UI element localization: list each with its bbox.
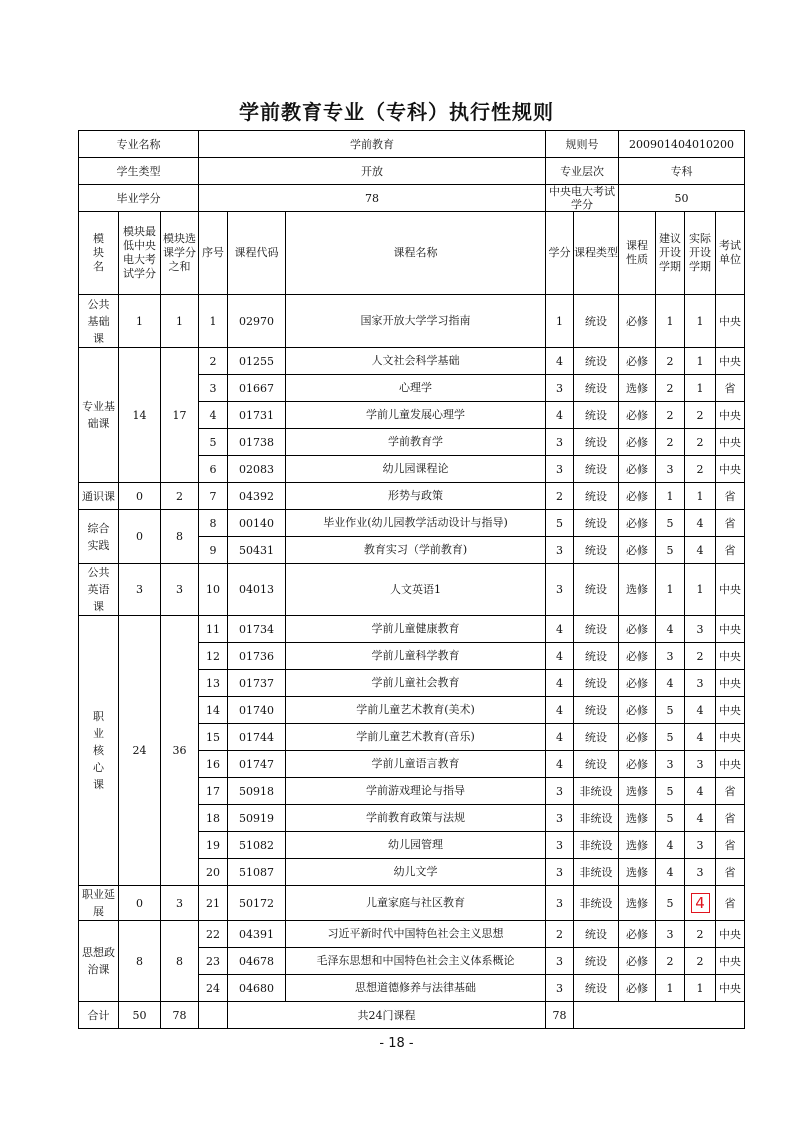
- module-min-credits: 0: [119, 483, 161, 510]
- course-name: 心理学: [286, 375, 546, 402]
- course-nature: 必修: [619, 975, 656, 1002]
- course-seq: 12: [199, 643, 228, 670]
- course-type: 统设: [574, 456, 619, 483]
- level-value: 专科: [619, 158, 745, 185]
- course-name: 学前儿童艺术教育(美术): [286, 697, 546, 724]
- course-type: 统设: [574, 295, 619, 348]
- info-row-1: [79, 131, 745, 158]
- course-exam-unit: 省: [716, 859, 745, 886]
- course-nature: 必修: [619, 921, 656, 948]
- course-row: [79, 886, 745, 921]
- course-suggested-term: 1: [656, 564, 685, 616]
- course-credit: 3: [546, 886, 574, 921]
- course-type: 统设: [574, 697, 619, 724]
- course-code: 01744: [228, 724, 286, 751]
- course-actual-term: 2: [685, 948, 716, 975]
- module-name: 职业核心课: [79, 616, 119, 886]
- course-code: 51082: [228, 832, 286, 859]
- course-type: 统设: [574, 921, 619, 948]
- course-name: 学前教育政策与法规: [286, 805, 546, 832]
- course-credit: 4: [546, 643, 574, 670]
- course-suggested-term: 5: [656, 537, 685, 564]
- course-credit: 2: [546, 921, 574, 948]
- course-seq: 10: [199, 564, 228, 616]
- module-elective-sum: 2: [161, 483, 199, 510]
- highlighted-term: 4: [691, 893, 710, 913]
- total-blank: [574, 1002, 745, 1029]
- course-exam-unit: 中央: [716, 670, 745, 697]
- course-name: 习近平新时代中国特色社会主义思想: [286, 921, 546, 948]
- course-nature: 选修: [619, 375, 656, 402]
- course-code: 01738: [228, 429, 286, 456]
- total-row: [79, 1002, 745, 1029]
- course-exam-unit: 中央: [716, 751, 745, 778]
- course-name: 学前儿童社会教育: [286, 670, 546, 697]
- course-nature: 选修: [619, 832, 656, 859]
- module-min-credits: 14: [119, 348, 161, 483]
- course-seq: 22: [199, 921, 228, 948]
- course-seq: 9: [199, 537, 228, 564]
- header-name: 课程名称: [286, 212, 546, 295]
- course-type: 统设: [574, 670, 619, 697]
- total-credit: 78: [546, 1002, 574, 1029]
- course-nature: 选修: [619, 564, 656, 616]
- course-suggested-term: 4: [656, 670, 685, 697]
- course-seq: 14: [199, 697, 228, 724]
- course-type: 统设: [574, 537, 619, 564]
- course-seq: 23: [199, 948, 228, 975]
- course-seq: 5: [199, 429, 228, 456]
- course-type: 非统设: [574, 832, 619, 859]
- course-row: [79, 295, 745, 348]
- course-nature: 必修: [619, 510, 656, 537]
- course-suggested-term: 4: [656, 832, 685, 859]
- course-credit: 3: [546, 975, 574, 1002]
- course-seq: 13: [199, 670, 228, 697]
- course-credit: 3: [546, 537, 574, 564]
- total-elective-sum: 78: [161, 1002, 199, 1029]
- course-suggested-term: 2: [656, 402, 685, 429]
- course-nature: 必修: [619, 751, 656, 778]
- course-nature: 必修: [619, 537, 656, 564]
- course-credit: 3: [546, 805, 574, 832]
- student-type-value: 开放: [199, 158, 546, 185]
- course-nature: 必修: [619, 295, 656, 348]
- course-actual-term: 1: [685, 975, 716, 1002]
- level-label: 专业层次: [546, 158, 619, 185]
- course-name: 学前儿童科学教育: [286, 643, 546, 670]
- course-row: [79, 564, 745, 616]
- course-seq: 20: [199, 859, 228, 886]
- course-suggested-term: 5: [656, 805, 685, 832]
- module-name: 综合实践: [79, 510, 119, 564]
- total-courses: 共24门课程: [228, 1002, 546, 1029]
- course-nature: 必修: [619, 483, 656, 510]
- course-credit: 2: [546, 483, 574, 510]
- course-credit: 4: [546, 724, 574, 751]
- course-name: 幼儿园课程论: [286, 456, 546, 483]
- course-actual-term: 1: [685, 564, 716, 616]
- total-blank: [199, 1002, 228, 1029]
- page-title: 学前教育专业（专科）执行性规则: [239, 100, 554, 124]
- module-min-credits: 8: [119, 921, 161, 1002]
- course-name: 学前儿童健康教育: [286, 616, 546, 643]
- module-elective-sum: 36: [161, 616, 199, 886]
- course-suggested-term: 3: [656, 921, 685, 948]
- course-row: [79, 348, 745, 375]
- course-exam-unit: 省: [716, 832, 745, 859]
- course-type: 非统设: [574, 859, 619, 886]
- module-min-credits: 3: [119, 564, 161, 616]
- course-nature: 必修: [619, 456, 656, 483]
- course-credit: 3: [546, 778, 574, 805]
- course-nature: 必修: [619, 670, 656, 697]
- course-nature: 选修: [619, 886, 656, 921]
- course-credit: 3: [546, 456, 574, 483]
- course-type: 统设: [574, 483, 619, 510]
- central-credits-label: 中央电大考试学分: [546, 185, 619, 212]
- course-suggested-term: 3: [656, 456, 685, 483]
- course-actual-term: 1: [685, 483, 716, 510]
- course-code: 04013: [228, 564, 286, 616]
- course-code: 04678: [228, 948, 286, 975]
- major-name-label: 专业名称: [79, 131, 199, 158]
- course-suggested-term: 4: [656, 859, 685, 886]
- course-credit: 5: [546, 510, 574, 537]
- course-credit: 3: [546, 564, 574, 616]
- course-name: 学前儿童发展心理学: [286, 402, 546, 429]
- course-code: 01667: [228, 375, 286, 402]
- course-actual-term: 2: [685, 921, 716, 948]
- course-code: 01731: [228, 402, 286, 429]
- course-type: 统设: [574, 975, 619, 1002]
- course-exam-unit: 省: [716, 886, 745, 921]
- course-nature: 选修: [619, 805, 656, 832]
- course-name: 儿童家庭与社区教育: [286, 886, 546, 921]
- course-seq: 8: [199, 510, 228, 537]
- course-name: 毕业作业(幼儿园教学活动设计与指导): [286, 510, 546, 537]
- header-elective-sum: 模块选课学分之和: [161, 212, 199, 295]
- course-nature: 选修: [619, 859, 656, 886]
- course-row: [79, 483, 745, 510]
- module-name: 思想政治课: [79, 921, 119, 1002]
- course-seq: 6: [199, 456, 228, 483]
- course-actual-term: 4: [685, 724, 716, 751]
- header-row: [79, 212, 745, 295]
- course-actual-term: 2: [685, 456, 716, 483]
- course-type: 非统设: [574, 805, 619, 832]
- header-seq: 序号: [199, 212, 228, 295]
- course-name: 学前游戏理论与指导: [286, 778, 546, 805]
- header-code: 课程代码: [228, 212, 286, 295]
- course-nature: 必修: [619, 948, 656, 975]
- course-name: 学前教育学: [286, 429, 546, 456]
- course-seq: 16: [199, 751, 228, 778]
- rule-no-value: 200901404010200: [619, 131, 745, 158]
- course-exam-unit: 中央: [716, 295, 745, 348]
- course-type: 统设: [574, 375, 619, 402]
- header-suggested-term: 建议开设学期: [656, 212, 685, 295]
- course-nature: 必修: [619, 724, 656, 751]
- course-credit: 4: [546, 402, 574, 429]
- module-elective-sum: 8: [161, 921, 199, 1002]
- course-credit: 3: [546, 429, 574, 456]
- course-seq: 19: [199, 832, 228, 859]
- course-exam-unit: 中央: [716, 724, 745, 751]
- course-nature: 必修: [619, 643, 656, 670]
- course-exam-unit: 省: [716, 375, 745, 402]
- course-type: 统设: [574, 402, 619, 429]
- course-suggested-term: 4: [656, 616, 685, 643]
- course-seq: 3: [199, 375, 228, 402]
- course-seq: 11: [199, 616, 228, 643]
- course-suggested-term: 5: [656, 510, 685, 537]
- course-actual-term: 4: [685, 697, 716, 724]
- course-seq: 17: [199, 778, 228, 805]
- module-min-credits: 0: [119, 886, 161, 921]
- course-seq: 1: [199, 295, 228, 348]
- course-exam-unit: 中央: [716, 402, 745, 429]
- course-suggested-term: 5: [656, 724, 685, 751]
- module-name: 通识课: [79, 483, 119, 510]
- course-exam-unit: 中央: [716, 564, 745, 616]
- course-name: 毛泽东思想和中国特色社会主义体系概论: [286, 948, 546, 975]
- course-code: 50919: [228, 805, 286, 832]
- course-credit: 4: [546, 348, 574, 375]
- course-seq: 4: [199, 402, 228, 429]
- header-exam-unit: 考试单位: [716, 212, 745, 295]
- course-actual-term: 1: [685, 348, 716, 375]
- course-actual-term: 4: [685, 778, 716, 805]
- course-actual-term: 1: [685, 295, 716, 348]
- grad-credits-label: 毕业学分: [79, 185, 199, 212]
- module-elective-sum: 1: [161, 295, 199, 348]
- course-code: 50172: [228, 886, 286, 921]
- course-name: 形势与政策: [286, 483, 546, 510]
- course-code: 01740: [228, 697, 286, 724]
- course-actual-term: 2: [685, 402, 716, 429]
- course-actual-term: 4: [685, 805, 716, 832]
- course-name: 学前儿童艺术教育(音乐): [286, 724, 546, 751]
- course-code: 01737: [228, 670, 286, 697]
- course-name: 幼儿文学: [286, 859, 546, 886]
- course-exam-unit: 中央: [716, 643, 745, 670]
- course-type: 统设: [574, 724, 619, 751]
- course-actual-term: 3: [685, 832, 716, 859]
- course-suggested-term: 1: [656, 975, 685, 1002]
- course-code: 00140: [228, 510, 286, 537]
- course-type: 统设: [574, 564, 619, 616]
- course-nature: 必修: [619, 402, 656, 429]
- course-type: 统设: [574, 510, 619, 537]
- course-exam-unit: 中央: [716, 348, 745, 375]
- rule-no-label: 规则号: [546, 131, 619, 158]
- course-suggested-term: 2: [656, 348, 685, 375]
- course-actual-term: 3: [685, 859, 716, 886]
- course-suggested-term: 2: [656, 429, 685, 456]
- header-module: 模块名: [79, 212, 119, 295]
- course-exam-unit: 省: [716, 778, 745, 805]
- course-seq: 21: [199, 886, 228, 921]
- course-exam-unit: 中央: [716, 948, 745, 975]
- course-suggested-term: 1: [656, 295, 685, 348]
- module-min-credits: 24: [119, 616, 161, 886]
- course-seq: 7: [199, 483, 228, 510]
- course-nature: 必修: [619, 429, 656, 456]
- course-seq: 18: [199, 805, 228, 832]
- info-row-2: [79, 158, 745, 185]
- course-exam-unit: 省: [716, 537, 745, 564]
- module-min-credits: 0: [119, 510, 161, 564]
- course-code: 04392: [228, 483, 286, 510]
- course-type: 统设: [574, 751, 619, 778]
- course-actual-term: 4: [685, 510, 716, 537]
- course-exam-unit: 中央: [716, 921, 745, 948]
- course-name: 教育实习（学前教育): [286, 537, 546, 564]
- course-exam-unit: 中央: [716, 975, 745, 1002]
- course-type: 统设: [574, 348, 619, 375]
- course-name: 学前儿童语言教育: [286, 751, 546, 778]
- course-seq: 15: [199, 724, 228, 751]
- course-type: 非统设: [574, 778, 619, 805]
- course-actual-term: [685, 886, 716, 921]
- course-code: 04391: [228, 921, 286, 948]
- course-code: 01255: [228, 348, 286, 375]
- course-actual-term: 2: [685, 643, 716, 670]
- course-seq: 2: [199, 348, 228, 375]
- course-actual-term: 1: [685, 375, 716, 402]
- course-type: 非统设: [574, 886, 619, 921]
- course-actual-term: 4: [685, 537, 716, 564]
- major-name-value: 学前教育: [199, 131, 546, 158]
- course-code: 01734: [228, 616, 286, 643]
- course-exam-unit: 省: [716, 483, 745, 510]
- course-type: 统设: [574, 948, 619, 975]
- course-nature: 必修: [619, 616, 656, 643]
- course-name: 人文英语1: [286, 564, 546, 616]
- course-suggested-term: 5: [656, 778, 685, 805]
- course-name: 人文社会科学基础: [286, 348, 546, 375]
- course-credit: 4: [546, 670, 574, 697]
- header-nature: 课程性质: [619, 212, 656, 295]
- course-type: 统设: [574, 616, 619, 643]
- course-exam-unit: 中央: [716, 616, 745, 643]
- course-code: 04680: [228, 975, 286, 1002]
- course-credit: 1: [546, 295, 574, 348]
- course-suggested-term: 2: [656, 375, 685, 402]
- course-credit: 4: [546, 616, 574, 643]
- course-row: [79, 616, 745, 643]
- course-actual-term: 3: [685, 670, 716, 697]
- course-credit: 4: [546, 697, 574, 724]
- course-nature: 必修: [619, 348, 656, 375]
- header-credit: 学分: [546, 212, 574, 295]
- central-credits-value: 50: [619, 185, 745, 212]
- course-credit: 3: [546, 832, 574, 859]
- header-type: 课程类型: [574, 212, 619, 295]
- course-code: 50431: [228, 537, 286, 564]
- course-nature: 必修: [619, 697, 656, 724]
- module-elective-sum: 17: [161, 348, 199, 483]
- info-row-3: [79, 185, 745, 212]
- course-credit: 4: [546, 751, 574, 778]
- header-actual-term: 实际开设学期: [685, 212, 716, 295]
- course-suggested-term: 2: [656, 948, 685, 975]
- course-code: 01736: [228, 643, 286, 670]
- module-min-credits: 1: [119, 295, 161, 348]
- course-code: 02970: [228, 295, 286, 348]
- course-credit: 3: [546, 375, 574, 402]
- course-exam-unit: 省: [716, 805, 745, 832]
- course-row: [79, 921, 745, 948]
- course-actual-term: 3: [685, 751, 716, 778]
- course-name: 思想道德修养与法律基础: [286, 975, 546, 1002]
- course-seq: 24: [199, 975, 228, 1002]
- course-exam-unit: 中央: [716, 456, 745, 483]
- course-suggested-term: 3: [656, 751, 685, 778]
- course-exam-unit: 中央: [716, 429, 745, 456]
- header-min-central: 模块最低中央电大考试学分: [119, 212, 161, 295]
- course-suggested-term: 5: [656, 697, 685, 724]
- course-nature: 选修: [619, 778, 656, 805]
- student-type-label: 学生类型: [79, 158, 199, 185]
- course-code: 01747: [228, 751, 286, 778]
- course-actual-term: 2: [685, 429, 716, 456]
- course-code: 02083: [228, 456, 286, 483]
- course-type: 统设: [574, 429, 619, 456]
- module-name: 公共基础课: [79, 295, 119, 348]
- page-number: - 18 -: [379, 1036, 414, 1051]
- course-actual-term: 3: [685, 616, 716, 643]
- course-suggested-term: 5: [656, 886, 685, 921]
- course-row: [79, 510, 745, 537]
- module-elective-sum: 3: [161, 564, 199, 616]
- curriculum-table: [78, 130, 745, 1029]
- course-credit: 3: [546, 948, 574, 975]
- module-name: 公共英语课: [79, 564, 119, 616]
- course-name: 国家开放大学学习指南: [286, 295, 546, 348]
- module-elective-sum: 8: [161, 510, 199, 564]
- course-code: 50918: [228, 778, 286, 805]
- course-type: 统设: [574, 643, 619, 670]
- total-min-credits: 50: [119, 1002, 161, 1029]
- module-name: 专业基础课: [79, 348, 119, 483]
- total-label: 合计: [79, 1002, 119, 1029]
- course-code: 51087: [228, 859, 286, 886]
- course-credit: 3: [546, 859, 574, 886]
- course-exam-unit: 省: [716, 510, 745, 537]
- module-elective-sum: 3: [161, 886, 199, 921]
- course-suggested-term: 3: [656, 643, 685, 670]
- course-name: 幼儿园管理: [286, 832, 546, 859]
- grad-credits-value: 78: [199, 185, 546, 212]
- course-suggested-term: 1: [656, 483, 685, 510]
- course-exam-unit: 中央: [716, 697, 745, 724]
- module-name: 职业延展: [79, 886, 119, 921]
